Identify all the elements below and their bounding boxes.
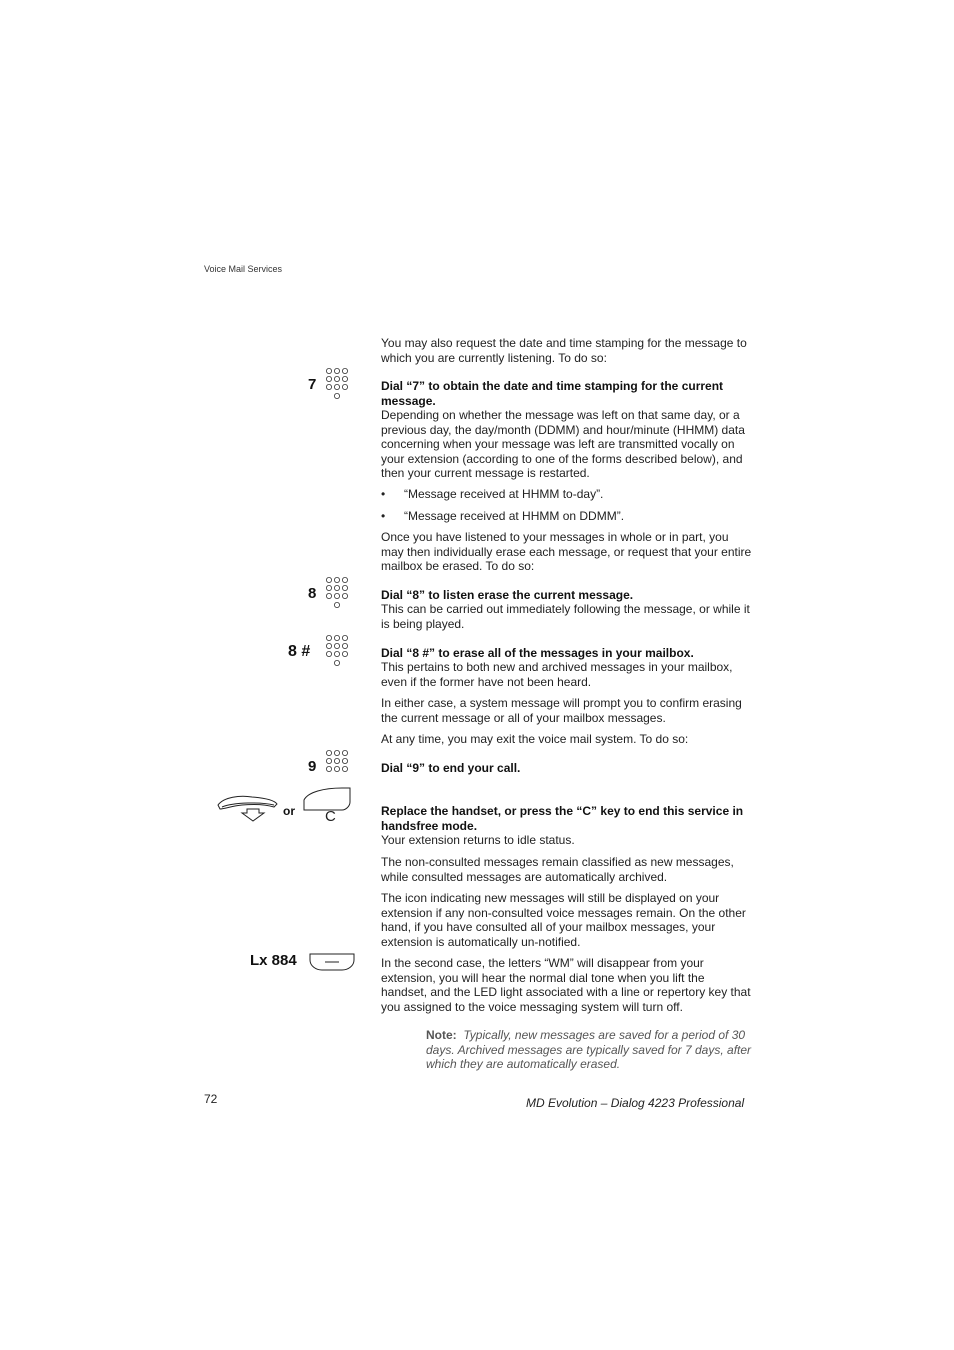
note-label: Note: [426,1028,457,1042]
step9-instruction: Dial “9” to end your call. [381,761,521,775]
step8hash-detail: This pertains to both new and archived messages in your mailbox, even if the former have not been heard. [381,660,733,689]
keypad-icon [325,576,351,610]
nonconsulted-paragraph: The non-consulted messages remain classified as new messages, while consulted messages are automatically archived. [381,855,734,884]
key-8-hash-label: 8 # [288,643,311,660]
bullet-icon: • [381,509,386,523]
intro-erase-paragraph: Once you have listened to your messages in whole or in part, you may then individually erase each message, or request that your entire mailbox be erased. To do so: [381,530,752,573]
key-7-label: 7 [308,376,317,393]
handset-down-icon [214,795,280,823]
either-case-paragraph: In either case, a system message will prompt you to confirm erasing the current message or all of your mailbox messages. [381,696,742,725]
note-text: Typically, new messages are saved for a period of 30 days. Archived messages are typically saved for 7 days, after which they are automatically erased. [426,1028,752,1071]
replace-detail: Your extension returns to idle status. [381,833,575,847]
keypad-icon [325,749,351,783]
exit-intro-paragraph: At any time, you may exit the voice mail system. To do so: [381,732,689,746]
or-label: or [283,804,295,818]
lx884-label: Lx 884 [250,952,297,969]
list-item: • “Message received at HHMM on DDMM”. [381,509,625,523]
key-8-label: 8 [308,585,317,602]
keypad-icon [325,367,351,401]
replace-instruction: Replace the handset, or press the “C” key to end this service in handsfree mode. [381,804,744,833]
note-block [426,1028,756,1072]
step8-detail: This can be carried out immediately following the message, or while it is being played. [381,602,750,631]
bullet-icon: • [381,487,386,501]
page-number: 72 [204,1092,218,1106]
key-9-label: 9 [308,758,317,775]
footer-title: MD Evolution – Dialog 4223 Professional [526,1096,745,1110]
icon-note-paragraph: The icon indicating new messages will still be displayed on your extension if any non-consulted voice messages remain. On the other hand, if you have consulted all of your mailbox messages, your extension is automatically un-notified. [381,891,746,949]
line-key-icon [308,952,356,972]
keypad-icon [325,634,351,668]
intro-date-paragraph: You may also request the date and time stamping for the message to which you are currently listening. To do so: [381,336,747,365]
step8hash-instruction: Dial “8 #” to erase all of the messages in your mailbox. [381,646,694,660]
section-header: Voice Mail Services [204,264,283,274]
step7-instruction: Dial “7” to obtain the date and time stamping for the current message. [381,379,724,408]
step8-instruction: Dial “8” to listen erase the current message. [381,588,634,602]
c-key-label: C [325,808,336,825]
lx884-paragraph: In the second case, the letters “WM” will disappear from your extension, you will hear the normal dial tone when you lift the handset, and the LED light associated with a line or repertory key that you assigned to the voice messaging system will turn off. [381,956,751,1014]
step7-detail: Depending on whether the message was left on that same day, or a previous day, the day/month (DDMM) and hour/minute (HHMM) data concerning when your message was left are transmitted vocally on your extension (according to one of the forms described below), and then your current message is restarted. [381,408,745,480]
list-item: • “Message received at HHMM to-day”. [381,487,604,501]
